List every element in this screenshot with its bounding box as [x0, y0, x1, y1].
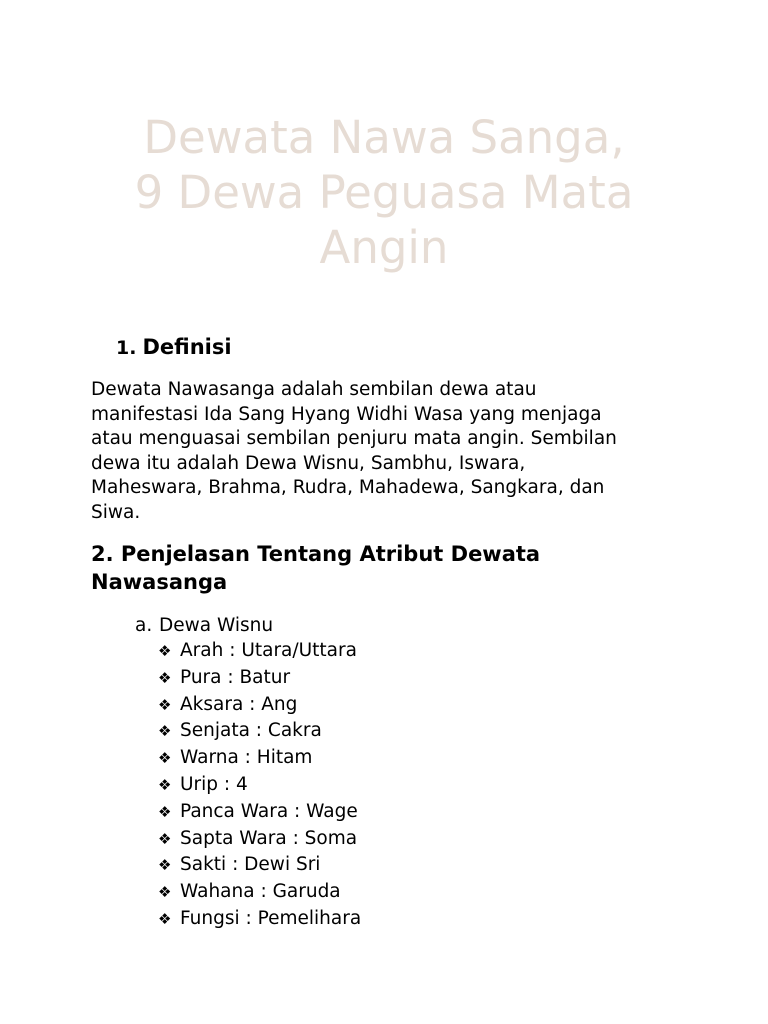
heading-line: 2. Penjelasan Tentang Atribut Dewata	[91, 542, 541, 566]
title-line: Dewata Nawa Sanga,	[143, 111, 625, 164]
section-heading-definisi	[116, 333, 232, 362]
list-marker: a.	[135, 615, 153, 636]
diamond-bullet-icon: ❖	[158, 856, 172, 875]
list-item	[158, 638, 361, 665]
attribute-text: Urip : 4	[180, 773, 248, 795]
paragraph-line: atau menguasai sembilan penjuru mata angin. Sembilan	[91, 428, 617, 450]
diamond-bullet-icon: ❖	[158, 695, 172, 714]
attribute-text: Panca Wara : Wage	[180, 800, 358, 822]
attribute-text: Wahana : Garuda	[180, 881, 341, 903]
subsection-dewa-wisnu	[135, 613, 273, 639]
attribute-list	[158, 638, 361, 933]
attribute-text: Pura : Batur	[180, 666, 291, 688]
list-item	[158, 852, 361, 879]
attribute-text: Senjata : Cakra	[180, 720, 322, 742]
diamond-bullet-icon: ❖	[158, 749, 172, 768]
definition-paragraph	[91, 378, 691, 526]
diamond-bullet-icon: ❖	[158, 642, 172, 660]
list-item	[158, 692, 361, 719]
attribute-text: Fungsi : Pemelihara	[180, 907, 362, 929]
diamond-bullet-icon: ❖	[158, 909, 172, 928]
list-item	[158, 772, 361, 799]
section-heading-text: Definisi	[142, 335, 232, 359]
list-item	[158, 665, 361, 692]
attribute-text: Warna : Hitam	[180, 747, 313, 769]
heading-line: Nawasanga	[91, 570, 228, 594]
subsection-label: Dewa Wisnu	[159, 615, 274, 636]
diamond-bullet-icon: ❖	[158, 668, 172, 687]
section-number: 1.	[116, 337, 137, 359]
attribute-text: Aksara : Ang	[180, 693, 298, 715]
list-item	[158, 799, 361, 826]
diamond-bullet-icon: ❖	[158, 775, 172, 794]
diamond-bullet-icon: ❖	[158, 802, 172, 821]
document-title	[60, 110, 708, 275]
paragraph-line: manifestasi Ida Sang Hyang Widhi Wasa yang menjaga	[91, 403, 602, 425]
title-line: 9 Dewa Peguasa Mata	[134, 166, 634, 219]
attribute-text: Arah : Utara/Uttara	[180, 640, 357, 661]
list-item	[158, 879, 361, 906]
diamond-bullet-icon: ❖	[158, 883, 172, 902]
paragraph-line: Dewata Nawasanga adalah sembilan dewa atau	[91, 379, 537, 400]
list-item	[158, 718, 361, 745]
diamond-bullet-icon: ❖	[158, 722, 172, 741]
section-heading-atribut	[91, 540, 540, 596]
attribute-text: Sapta Wara : Soma	[180, 827, 358, 849]
list-item	[158, 745, 361, 772]
paragraph-line: Siwa.	[91, 501, 141, 523]
diamond-bullet-icon: ❖	[158, 829, 172, 848]
title-line: Angin	[319, 221, 449, 274]
paragraph-line: dewa itu adalah Dewa Wisnu, Sambhu, Iswara,	[91, 452, 526, 474]
attribute-text: Sakti : Dewi Sri	[180, 854, 321, 876]
paragraph-line: Maheswara, Brahma, Rudra, Mahadewa, Sangkara, dan	[91, 477, 605, 499]
list-item	[158, 906, 361, 933]
list-item	[158, 826, 361, 853]
